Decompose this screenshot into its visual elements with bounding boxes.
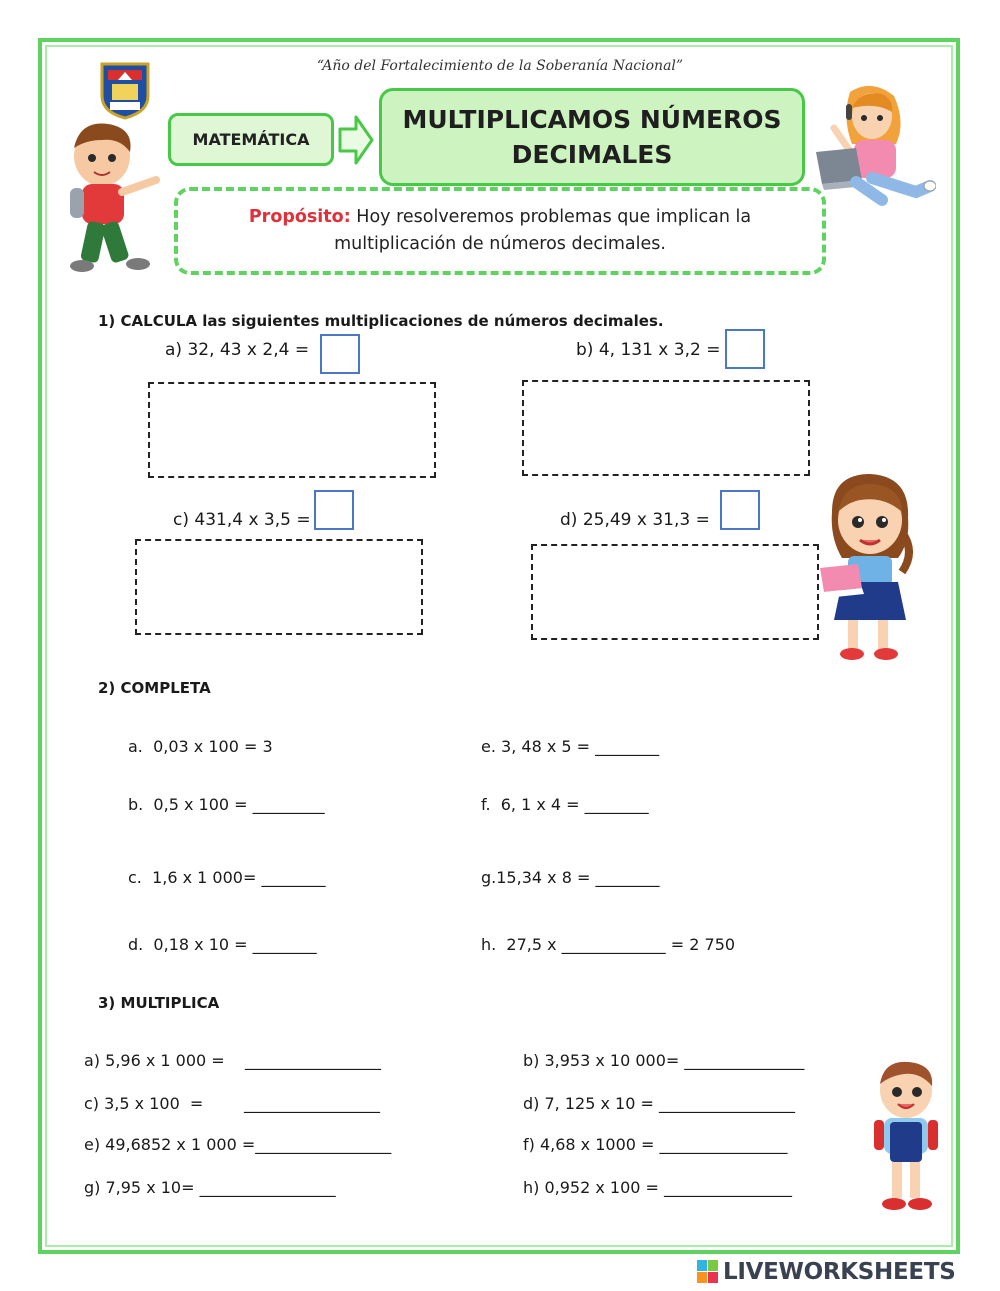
complete-item-a [128, 737, 273, 756]
liveworksheets-logo [697, 1259, 955, 1285]
section1-title: 1) CALCULA las siguientes multiplicaciones de números decimales. [98, 312, 664, 330]
item-letter: g. [481, 868, 497, 887]
section3-title: 3) MULTIPLICA [98, 994, 220, 1012]
item-letter: e. [481, 737, 496, 756]
item-text[interactable]: 15,34 x 8 = ________ [496, 868, 660, 887]
girl-laptop-illustration [812, 82, 936, 212]
liveworksheets-text: LIVEWORKSHEETS [723, 1259, 956, 1285]
multiply-item-d[interactable]: d) 7, 125 x 10 = _________________ [523, 1094, 795, 1113]
problem-a-label: a) 32, 43 x 2,4 = [165, 340, 310, 360]
problem-d-label: d) 25,49 x 31,3 = [560, 510, 710, 530]
item-text[interactable]: 0,5 x 100 = _________ [153, 795, 325, 814]
multiply-item-h[interactable]: h) 0,952 x 100 = ________________ [523, 1178, 793, 1197]
complete-item-c [128, 868, 325, 887]
multiply-item-g[interactable]: g) 7,95 x 10= _________________ [84, 1178, 336, 1197]
complete-item-b [128, 795, 325, 814]
item-text[interactable]: 0,18 x 10 = ________ [153, 935, 317, 954]
item-letter: b. [128, 795, 144, 814]
title-line-2: DECIMALES [511, 140, 673, 169]
item-letter: a. [128, 737, 143, 756]
problem-b-work-area[interactable] [522, 380, 810, 476]
title-line-1: MULTIPLICAMOS NÚMEROS [402, 105, 782, 134]
multiply-item-b[interactable]: b) 3,953 x 10 000= _______________ [523, 1051, 805, 1070]
girl-reading-illustration [818, 472, 918, 664]
multiply-item-f[interactable]: f) 4,68 x 1000 = ________________ [523, 1135, 788, 1154]
complete-item-d [128, 935, 317, 954]
item-letter: c. [128, 868, 142, 887]
complete-item-g [481, 868, 659, 887]
item-text[interactable]: 0,03 x 100 = 3 [153, 737, 273, 756]
subject-label: MATEMÁTICA [168, 113, 334, 166]
multiply-item-e[interactable]: e) 49,6852 x 1 000 =_________________ [84, 1135, 392, 1154]
item-text[interactable]: 6, 1 x 4 = ________ [500, 795, 649, 814]
complete-item-f [481, 795, 649, 814]
arrow-right-icon [336, 112, 376, 168]
national-motto: “Año del Fortalecimiento de la Soberanía Nacional” [316, 58, 684, 74]
problem-c-answer-box[interactable] [314, 490, 354, 530]
multiply-item-c[interactable]: c) 3,5 x 100 = _________________ [84, 1094, 381, 1113]
item-text[interactable]: 1,6 x 1 000= ________ [152, 868, 326, 887]
purpose-label: Propósito: [248, 207, 351, 227]
problem-c-work-area[interactable] [135, 539, 423, 635]
problem-d-answer-box[interactable] [720, 490, 760, 530]
problem-a-answer-box[interactable] [320, 334, 360, 374]
page-title [379, 88, 805, 186]
multiply-item-a[interactable]: a) 5,96 x 1 000 = _________________ [84, 1051, 382, 1070]
problem-a-work-area[interactable] [148, 382, 436, 478]
problem-d-work-area[interactable] [531, 544, 819, 640]
liveworksheets-blocks-icon [697, 1260, 719, 1284]
purpose-text: Hoy resolveremos problemas que implican la multiplicación de números decimales. [334, 207, 752, 254]
complete-item-e [481, 737, 659, 756]
item-text[interactable]: 27,5 x _____________ = 2 750 [506, 935, 736, 954]
boy-standing-illustration [870, 1058, 942, 1212]
item-letter: d. [128, 935, 144, 954]
section2-title: 2) COMPLETA [98, 679, 211, 697]
complete-item-h [481, 935, 735, 954]
item-letter: f. [481, 795, 491, 814]
item-letter: h. [481, 935, 497, 954]
item-text[interactable]: 3, 48 x 5 = ________ [501, 737, 660, 756]
purpose-box [174, 187, 826, 275]
problem-b-label: b) 4, 131 x 3,2 = [576, 340, 721, 360]
boy-pointing-illustration [60, 118, 162, 278]
problem-b-answer-box[interactable] [725, 329, 765, 369]
school-crest-icon [98, 58, 152, 120]
problem-c-label: c) 431,4 x 3,5 = [173, 510, 311, 530]
